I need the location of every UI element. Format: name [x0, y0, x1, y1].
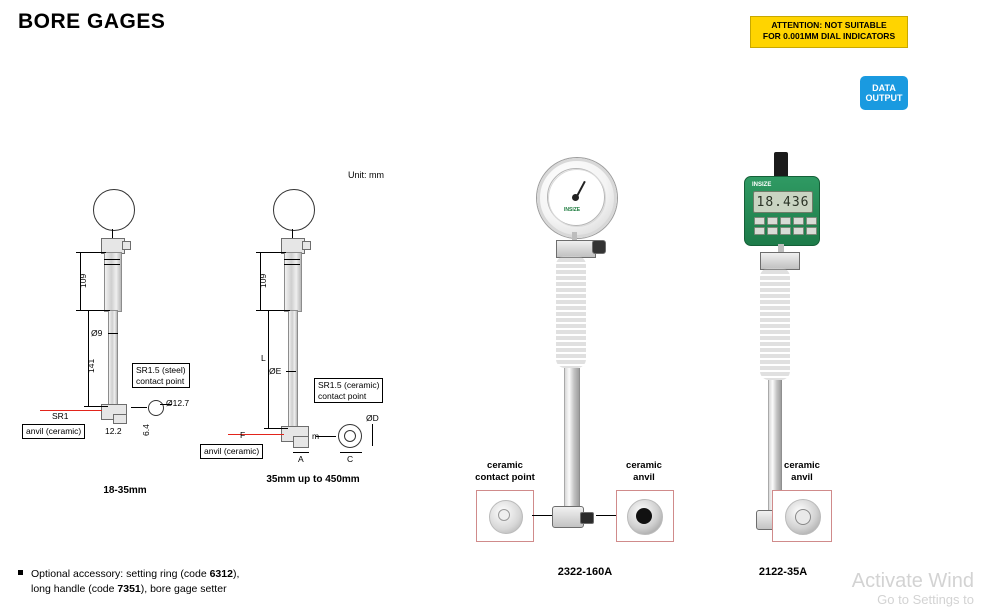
- product2-button-row-1[interactable]: [754, 217, 817, 225]
- attention-line-2: FOR 0.001MM DIAL INDICATORS: [762, 31, 896, 42]
- gauge2-dim-dD-label: ØD: [366, 413, 379, 423]
- product1-handle: [556, 256, 586, 368]
- product1-contact-point: [580, 512, 594, 524]
- product2-anvil-caption-l2: anvil: [791, 471, 813, 483]
- product1-contact-caption-l1: ceramic: [487, 460, 523, 471]
- gauge1-clamp-knob: [122, 241, 131, 250]
- gauge2-dim-dD-line: [372, 424, 373, 446]
- gauge2-dim-A-label: A: [298, 454, 304, 464]
- product2-anvil-center: [795, 509, 811, 525]
- gauge1-anvil-label: anvil (ceramic): [22, 424, 85, 439]
- product1-contact-point-caption: [462, 460, 548, 484]
- gauge1-sr1-leader: [40, 410, 102, 411]
- gauge1-sr15-sub: contact point: [136, 375, 185, 386]
- product1-contact-detail-leader: [532, 515, 552, 516]
- product2-button-8[interactable]: [780, 227, 791, 235]
- gauge2-rod: [288, 310, 298, 430]
- data-output-line-2: OUTPUT: [865, 93, 903, 103]
- gauge1-sr15-label: [132, 363, 190, 388]
- page-title: BORE GAGES: [18, 10, 166, 33]
- gauge2-dim-C-label: C: [347, 454, 354, 464]
- product1-anvil-detail-leader: [596, 515, 616, 516]
- product1-dial-body: [537, 158, 617, 238]
- product1-handle-grip: [556, 256, 586, 368]
- gauge2-dim-109-label: 109: [258, 273, 268, 288]
- footnote: [18, 567, 239, 599]
- gauge1-contact-point-detail: [148, 400, 164, 416]
- footnote-line-2: [31, 582, 239, 598]
- activate-windows-watermark: [852, 570, 974, 608]
- watermark-line-1: Activate Wind: [851, 570, 974, 593]
- product2-button-5[interactable]: [806, 217, 817, 225]
- product2-brand: INSIZE: [752, 182, 772, 188]
- gauge2-head-foot: [293, 436, 309, 448]
- product1-dial-face: [547, 168, 605, 226]
- product1-dial-ring: [548, 169, 606, 227]
- product2-model: 2122-35A: [758, 566, 808, 578]
- gauge2-upper-tube: [284, 252, 302, 312]
- footnote-code-7351: 7351: [117, 583, 141, 596]
- gauge1-dim-141-label: 141: [86, 358, 96, 373]
- gauge1-dim-109-tick-top: [76, 252, 106, 253]
- gauge2-dim-109-tick-bot: [256, 310, 290, 311]
- product1-anvil-caption-l2: anvil: [633, 471, 655, 483]
- product2-button-3[interactable]: [780, 217, 791, 225]
- gauge1-dim-122-label: 12.2: [105, 426, 122, 436]
- product2-anvil-caption-l1: ceramic: [784, 460, 820, 471]
- gauge2-dim-F-label: F: [240, 430, 246, 440]
- product2-button-2[interactable]: [767, 217, 778, 225]
- product2-anvil-detail-box: [772, 490, 832, 542]
- gauge1-dial: [93, 189, 135, 231]
- gauge2-caption: 35mm up to 450mm: [266, 474, 360, 485]
- footnote-line1-a: Optional accessory: setting ring (code: [31, 567, 210, 580]
- gauge1-sr15-text: SR1.5 (steel): [136, 365, 186, 375]
- gauge1-upper-tube: [104, 252, 122, 312]
- product2-digital-indicator: [744, 176, 820, 246]
- product2-handle-grip: [760, 268, 790, 380]
- footnote-line2-a: long handle (code: [31, 583, 118, 596]
- gauge1-rod: [108, 310, 118, 408]
- product2-button-6[interactable]: [754, 227, 765, 235]
- product2-handle: [760, 268, 790, 380]
- product2-top-cap: [774, 152, 788, 178]
- product1-contact-point-detail-box: [476, 490, 534, 542]
- footnote-line1-b: ),: [232, 567, 240, 580]
- gauge1-caption: 18-35mm: [103, 485, 147, 496]
- gauge2-anvil-detail-inner: [344, 430, 356, 442]
- data-output-line-1: DATA: [872, 82, 896, 93]
- gauge1-dim-d9-leader: [108, 333, 118, 334]
- gauge1-contact-point-leader: [131, 407, 147, 408]
- gauge2-anvil-leader: [228, 434, 284, 435]
- gauge2-tube-tick-2: [284, 264, 300, 265]
- gauge2-tube-tick-1: [284, 259, 300, 260]
- product1-dial-brand: INSIZE: [564, 207, 581, 213]
- product1-shaft: [564, 368, 580, 508]
- unit-note: Unit: mm: [348, 170, 384, 180]
- gauge2-dial: [273, 189, 315, 231]
- product1-anvil-center: [636, 508, 652, 524]
- gauge2-dim-C-line: [340, 452, 362, 453]
- gauge1-tube-tick-2: [104, 264, 120, 265]
- product1-contact-caption-l2: contact point: [475, 471, 535, 483]
- data-output-badge: [860, 76, 908, 110]
- gauge2-dim-dE-leader: [286, 371, 296, 372]
- gauge2-dim-109-tick-top: [256, 252, 286, 253]
- product1-anvil-caption: [604, 460, 684, 484]
- product1-model: 2322-160A: [557, 566, 613, 578]
- footnote-bullet: [18, 570, 23, 575]
- gauge2-dim-m-label: m: [312, 431, 320, 441]
- gauge2-anvil-label: anvil (ceramic): [200, 444, 263, 459]
- gauge2-dim-A-line: [293, 452, 309, 453]
- gauge1-dim-141-tick-bot: [84, 406, 108, 407]
- gauge1-dim-d9-label: Ø9: [91, 328, 103, 338]
- footnote-code-6312: 6312: [209, 567, 233, 580]
- product2-button-row-2[interactable]: [754, 227, 817, 235]
- product2-button-7[interactable]: [767, 227, 778, 235]
- gauge2-sr15-label: [314, 378, 383, 403]
- gauge1-sr1-label: SR1: [52, 411, 69, 421]
- gauge2-clamp-knob: [302, 241, 311, 250]
- footnote-line-1: [31, 567, 239, 583]
- product1-anvil-detail-box: [616, 490, 674, 542]
- gauge2-sr15-sub: contact point: [318, 390, 367, 401]
- watermark-line-2: Go to Settings to: [877, 592, 974, 608]
- gauge2-dim-L-tick-bot: [264, 428, 288, 429]
- product2-anvil-caption: [762, 460, 842, 484]
- product2-button-1[interactable]: [754, 217, 765, 225]
- product2-button-9[interactable]: [793, 227, 804, 235]
- attention-badge: [750, 16, 908, 48]
- gauge1-dim-109-label: 109: [78, 273, 88, 288]
- gauge1-dim-64-label: 6.4: [141, 424, 151, 436]
- product1-contact-point-tip: [498, 509, 510, 521]
- gauge1-dim-109-tick-bot: [76, 310, 110, 311]
- attention-line-1: ATTENTION: NOT SUITABLE: [771, 20, 887, 30]
- gauge2-sr15-text: SR1.5 (ceramic): [318, 380, 380, 390]
- product2-button-10[interactable]: [806, 227, 817, 235]
- gauge1-dim-d127-label: Ø12.7: [166, 398, 190, 408]
- product1-anvil-caption-l1: ceramic: [626, 460, 662, 471]
- gauge2-dim-L-label: L: [261, 353, 266, 363]
- gauge2-dim-dE-label: ØE: [269, 366, 282, 376]
- product1-clamp-knob: [592, 240, 606, 254]
- footnote-line2-b: ), bore gage setter: [140, 583, 227, 596]
- product2-lcd: 18.436: [753, 191, 813, 213]
- gauge1-tube-tick-1: [104, 259, 120, 260]
- product2-button-4[interactable]: [793, 217, 804, 225]
- gauge1-head-foot: [113, 414, 127, 424]
